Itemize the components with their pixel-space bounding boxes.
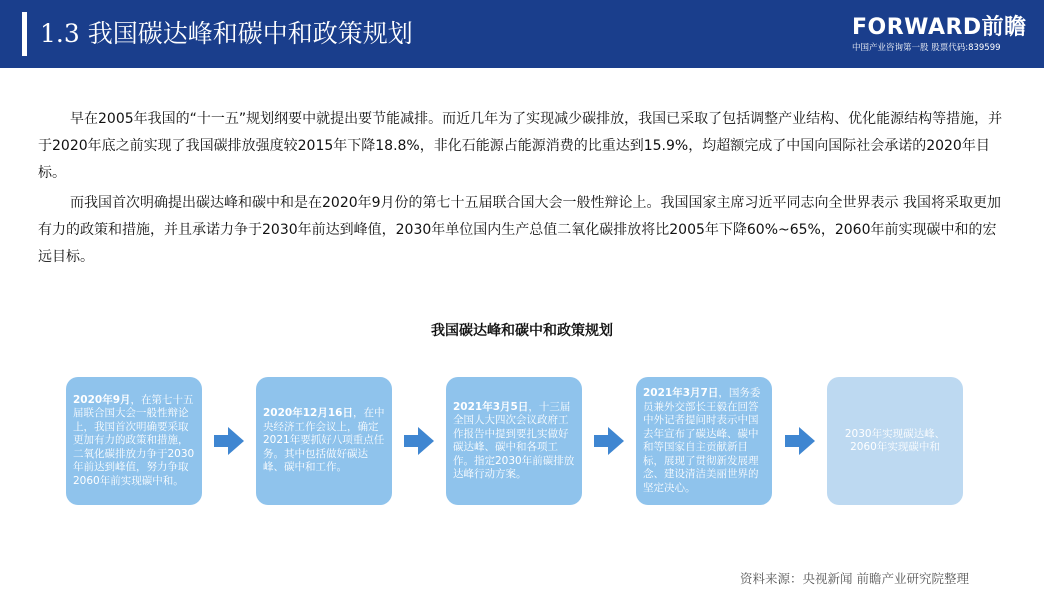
step-date: 2021年3月5日 bbox=[453, 400, 529, 413]
goal-text: 2030年实现碳达峰、2060年实现碳中和 bbox=[844, 427, 946, 453]
step-text: ，十三届全国人大四次会议政府工作报告中提到要扎实做好碳达峰、碳中和各项工作。指定2030年前碳排放达峰行动方案。 bbox=[453, 400, 575, 480]
step-date: 2021年3月7日 bbox=[643, 387, 719, 399]
intro-paragraph: 早在2005年我国的“十一五”规划纲要中就提出要节能减排。而近几年为了实现减少碳排放，我国已采取了包括调整产业结构、优化能源结构等措施，并于2020年底之前实现了我国碳排放强度较2015年下降18.8%，非化石能源占能源消费的比重达到15.9%，均超额完成了中国向国际社会承诺的2020年目标。 bbox=[38, 111, 1003, 181]
timeline-step-2 bbox=[256, 377, 392, 505]
page-title: 1.3 我国碳达峰和碳中和政策规划 bbox=[40, 19, 413, 48]
policy-paragraph: 而我国首次明确提出碳达峰和碳中和是在2020年9月份的第七十五届联合国大会一般性辩论上。我国国家主席习近平同志向全世界表示 我国将采取更加有力的政策和措施，并且承诺力争于2030年前达到峰值，2030年单位国内生产总值二氧化碳排放将比2005年下降60%~65%，2060年前实现碳中和的宏远目标。 bbox=[38, 195, 1001, 265]
step-date: 2020年12月16日 bbox=[263, 407, 353, 420]
header-banner bbox=[0, 0, 1044, 68]
diagram-title: 我国碳达峰和碳中和政策规划 bbox=[431, 323, 613, 339]
source-note: 资料来源：央视新闻 前瞻产业研究院整理 bbox=[740, 571, 969, 586]
step-text: ，国务委员兼外交部长王毅在回答中外记者提问时表示中国去年宣布了碳达峰、碳中和等国家自主贡献新目标，展现了贯彻新发展理念、建设清洁美丽世界的坚定决心。 bbox=[643, 387, 761, 494]
right-arrow-icon bbox=[785, 425, 815, 457]
step-date: 2020年9月 bbox=[73, 393, 131, 406]
right-arrow-icon bbox=[404, 425, 434, 457]
right-arrow-icon bbox=[594, 425, 624, 457]
step-text: ，在第七十五届联合国大会一般性辩论上，我国首次明确要采取更加有力的政策和措施，二氧化碳排放力争于2030年前达到峰值，努力争取2060年前实现碳中和。 bbox=[73, 393, 195, 487]
right-arrow-icon bbox=[214, 425, 244, 457]
timeline-step-goal bbox=[827, 377, 963, 505]
title-accent-bar bbox=[22, 12, 27, 56]
timeline-step-1 bbox=[66, 377, 202, 505]
brand-name: FORWARD前瞻 bbox=[852, 15, 1027, 40]
forward-logo bbox=[852, 15, 1027, 54]
timeline-step-4 bbox=[636, 377, 772, 505]
timeline-step-3 bbox=[446, 377, 582, 505]
brand-subtitle: 中国产业咨询第一股 股票代码:839599 bbox=[852, 43, 1001, 53]
step-text: ，在中央经济工作会议上，确定2021年要抓好八项重点任务。其中包括做好碳达峰、碳中和工作。 bbox=[263, 407, 385, 474]
